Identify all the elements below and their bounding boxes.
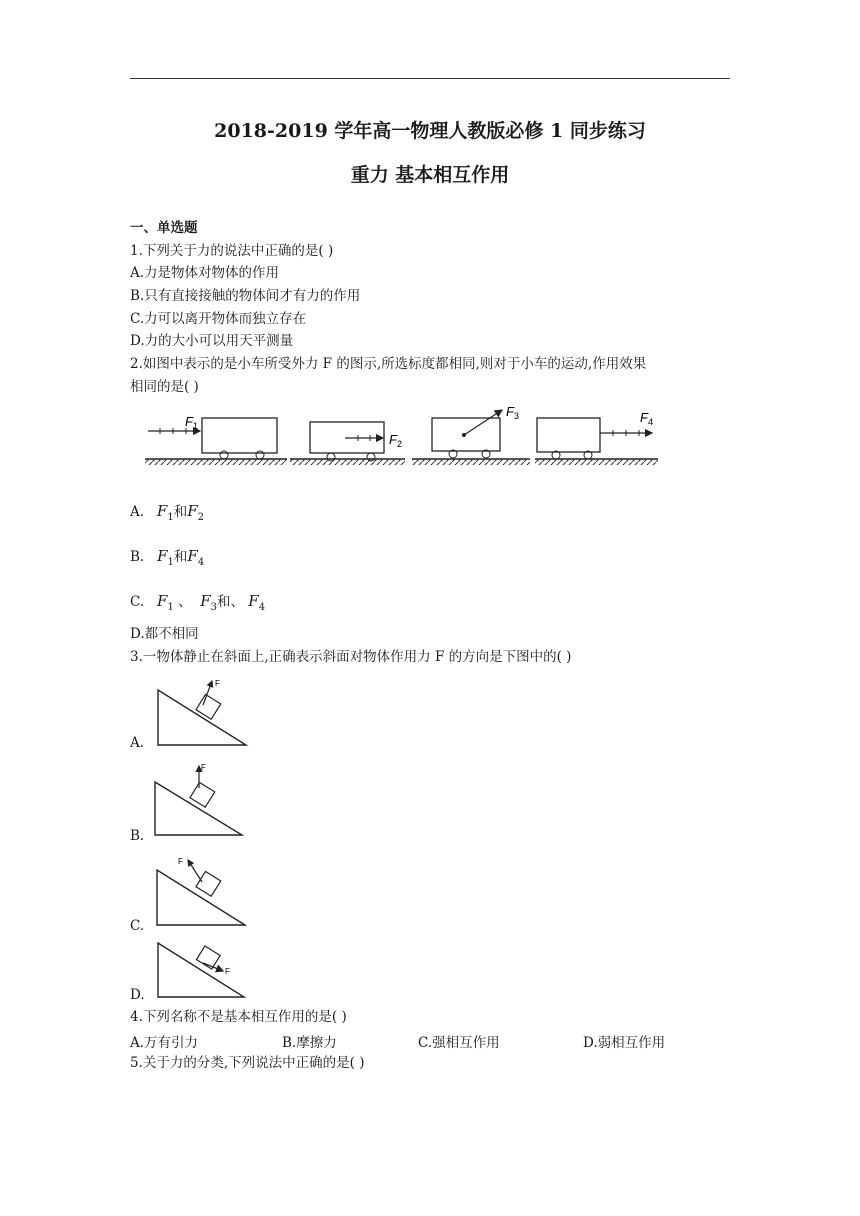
q1-option-b: B.只有直接接触的物体间才有力的作用 xyxy=(130,288,361,304)
ground-surface xyxy=(145,459,658,465)
q2-option-a: A. $F_1$和$F_2$ xyxy=(130,502,205,523)
q3-incline-a xyxy=(155,672,250,748)
q1-stem: 1.下列关于力的说法中正确的是( ) xyxy=(130,243,334,259)
q2-option-c: C. $F_1$ 、 $F_3$和、 $F_4$ xyxy=(130,592,266,613)
label-f2: $F_2$ xyxy=(389,432,402,449)
q3-label-d: D. xyxy=(130,987,145,1003)
label-f1: $F_1$ xyxy=(185,414,198,431)
q3-label-a: A. xyxy=(130,735,145,751)
q3-d-force-label: F xyxy=(225,967,230,976)
q2-stem-line2: 相同的是( ) xyxy=(130,379,199,395)
q4-option-a: A.万有引力 xyxy=(130,1035,199,1051)
q3-c-force-label: F xyxy=(178,857,183,866)
q3-b-force-label: F xyxy=(201,763,206,772)
document-subtitle: 重力 基本相互作用 xyxy=(350,164,510,186)
q3-label-b: B. xyxy=(130,828,145,844)
q1-option-c: C.力可以离开物体而独立存在 xyxy=(130,311,307,327)
cart-3 xyxy=(432,404,519,458)
label-f3: $F_3$ xyxy=(506,404,519,421)
q2-stem-line1: 2.如图中表示的是小车所受外力 F 的图示,所选标度都相同,则对于小车的运动,作用效果 xyxy=(130,356,647,372)
q3-a-force-label: F xyxy=(215,679,220,688)
document-title: 2018-2019 学年高一物理人教版必修 1 同步练习 xyxy=(214,120,646,142)
header-rule xyxy=(130,78,730,79)
q3-label-c: C. xyxy=(130,918,145,934)
label-f4: $F_4$ xyxy=(640,410,653,427)
q4-option-b: B.摩擦力 xyxy=(282,1035,337,1051)
cart-4 xyxy=(537,410,653,459)
q4-option-c: C.强相互作用 xyxy=(418,1035,500,1051)
q3-incline-c xyxy=(154,852,249,930)
q2-option-b: B. $F_1$和$F_4$ xyxy=(130,547,205,568)
q3-stem: 3.一物体静止在斜面上,正确表示斜面对物体作用力 F 的方向是下图中的( ) xyxy=(130,649,572,665)
section-heading: 一、单选题 xyxy=(130,220,198,236)
q2-carts-figure xyxy=(140,402,662,472)
q2-option-d: D.都不相同 xyxy=(130,626,199,642)
q3-incline-b xyxy=(152,760,247,838)
cart-1 xyxy=(148,414,277,459)
q1-option-d: D.力的大小可以用天平测量 xyxy=(130,333,294,349)
q4-option-d: D.弱相互作用 xyxy=(583,1035,666,1051)
q4-stem: 4.下列名称不是基本相互作用的是( ) xyxy=(130,1009,347,1025)
q3-incline-d xyxy=(155,938,250,1000)
q1-option-a: A.力是物体对物体的作用 xyxy=(130,265,280,281)
q5-stem: 5.关于力的分类,下列说法中正确的是( ) xyxy=(130,1055,365,1071)
cart-2 xyxy=(310,422,402,461)
